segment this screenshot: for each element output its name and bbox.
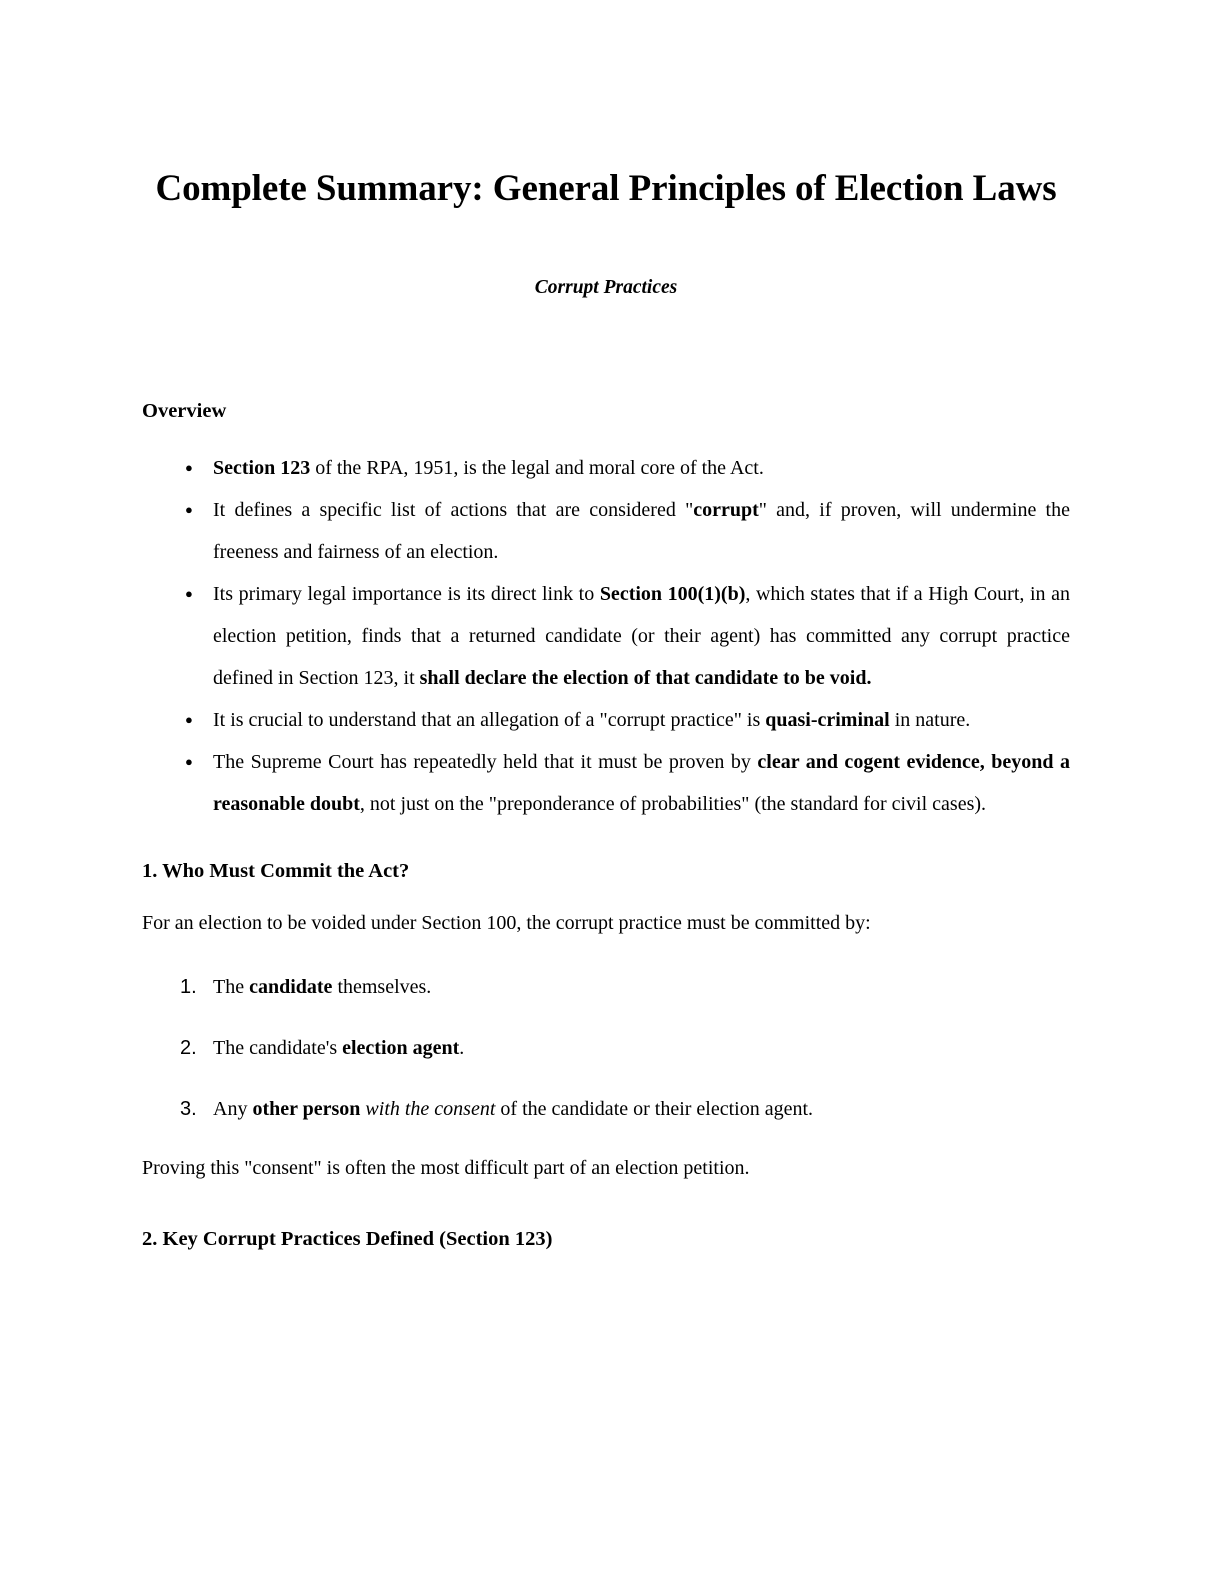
emphasis-italic: with the consent (365, 1098, 496, 1120)
text-run: " and, if proven, will undermine the freeness and fairness of an election. (213, 499, 1070, 563)
text-run: It defines a specific list of actions that are considered " (213, 499, 694, 521)
emphasis-bold: shall declare the election of that candidate to be void. (419, 667, 872, 689)
section-heading-key-corrupt-practices: 2. Key Corrupt Practices Defined (Section 123) (142, 1228, 553, 1250)
text-run: themselves. (332, 976, 432, 998)
list-item (142, 966, 1070, 1008)
emphasis-bold: Section 123 (213, 457, 311, 479)
who-must-commit-numbered-list (142, 944, 1070, 1130)
emphasis-bold: corrupt (693, 499, 759, 521)
list-item (142, 447, 1070, 489)
emphasis-bold: candidate (249, 976, 333, 998)
text-run: of the candidate or their election agent. (495, 1098, 814, 1120)
text-run: , not just on the "preponderance of probabilities" (the standard for civil cases). (359, 793, 987, 815)
overview-bullet-list (142, 425, 1070, 825)
text-run: of the RPA, 1951, is the legal and moral core of the Act. (310, 457, 764, 479)
list-item (142, 573, 1070, 699)
emphasis-bold: other person (252, 1098, 361, 1120)
emphasis-bold: quasi-criminal (765, 709, 890, 731)
section-heading-who-must-commit: 1. Who Must Commit the Act? (142, 860, 410, 882)
text-run: The Supreme Court has repeatedly held that it must be proven by (213, 751, 758, 773)
emphasis-bold: election agent (342, 1037, 460, 1059)
text-run: It is crucial to understand that an allegation of a "corrupt practice" is (213, 709, 766, 731)
text-run: Its primary legal importance is its direct link to (213, 583, 600, 605)
page-subtitle: Corrupt Practices (534, 277, 678, 298)
text-run: Any (213, 1098, 253, 1120)
consent-paragraph: Proving this "consent" is often the most difficult part of an election petition. (142, 1157, 750, 1179)
text-run: The (213, 976, 250, 998)
emphasis-bold: clear and cogent evidence, beyond a reasonable doubt (213, 751, 1070, 815)
list-item (142, 741, 1070, 825)
text-run: in nature. (889, 709, 971, 731)
overview-heading: Overview (142, 400, 227, 422)
list-item (142, 1088, 1070, 1130)
text-run: The candidate's (213, 1037, 343, 1059)
list-item (142, 489, 1070, 573)
text-run: , which states that if a High Court, in an election petition, finds that a returned candidate (or their agent) has committed any corrupt practice defined in Section 123, it (213, 583, 1070, 689)
page-title: Complete Summary: General Principles of Election Laws (155, 168, 1057, 209)
text-run: . (459, 1037, 465, 1059)
list-item (142, 699, 1070, 741)
list-item (142, 1027, 1070, 1069)
emphasis-bold: Section 100(1)(b) (599, 583, 746, 605)
intro-paragraph: For an election to be voided under Section 100, the corrupt practice must be committed by: (142, 912, 871, 934)
